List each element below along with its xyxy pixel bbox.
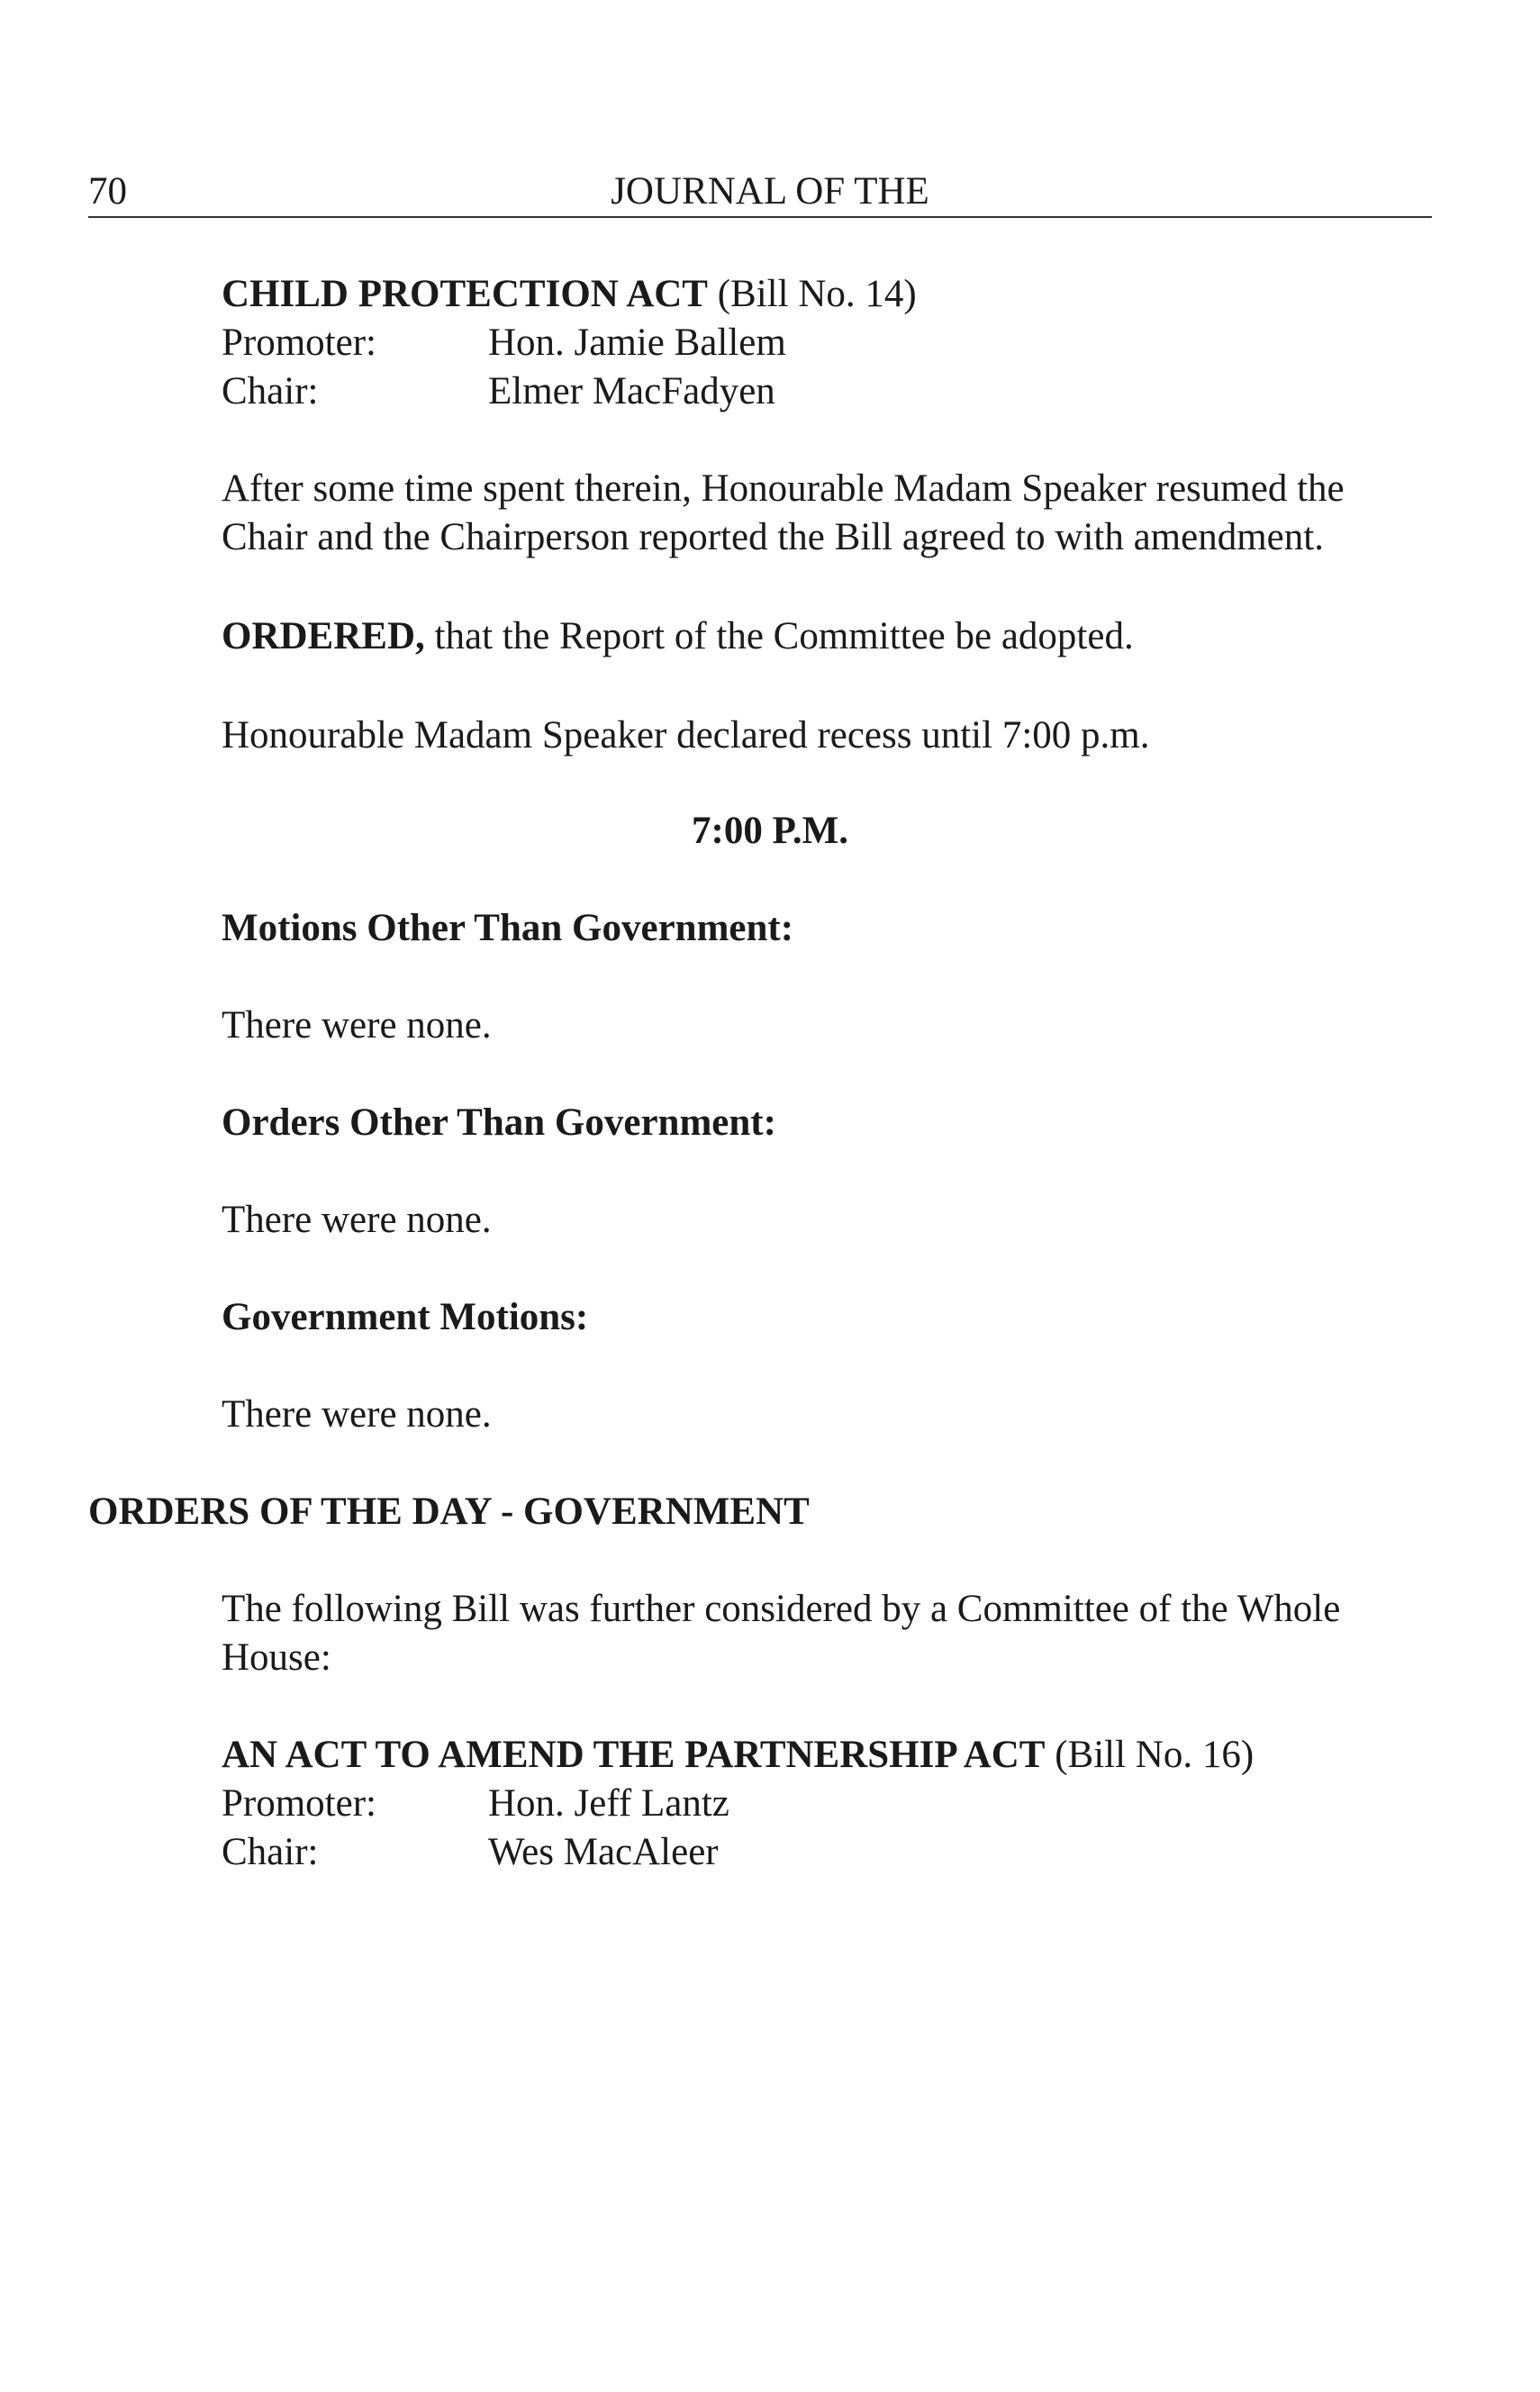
- bill2-chair-value: Wes MacAleer: [488, 1831, 719, 1873]
- ordered-paragraph: [222, 612, 1134, 661]
- motions-other-heading: Motions Other Than Government:: [222, 907, 794, 949]
- following-line1: The following Bill was further considered by a Committee of the Whole: [222, 1588, 1341, 1630]
- bill2-promoter-row: [222, 1780, 729, 1828]
- bill1-chair-value: Elmer MacFadyen: [488, 370, 775, 412]
- orders-other-text: There were none.: [222, 1199, 492, 1241]
- orders-of-day-heading: ORDERS OF THE DAY - GOVERNMENT: [88, 1490, 810, 1533]
- bill2-title-line: [222, 1731, 1254, 1780]
- bill1-title-line: [222, 270, 917, 319]
- header-rule: [88, 216, 1432, 218]
- bill2-chair-label: Chair:: [222, 1831, 319, 1873]
- bill2-promoter-label: Promoter:: [222, 1782, 376, 1825]
- after-time-line1: After some time spent therein, Honourable Madam Speaker resumed the: [222, 467, 1345, 510]
- ordered-text: that the Report of the Committee be adopted.: [424, 615, 1134, 657]
- bill1-chair-row: [222, 367, 775, 416]
- bill2-chair-row: [222, 1828, 719, 1877]
- recess-line: Honourable Madam Speaker declared recess until 7:00 p.m.: [222, 714, 1150, 757]
- after-time-line2: Chair and the Chairperson reported the Bill agreed to with amendment.: [222, 516, 1324, 558]
- gov-motions-text: There were none.: [222, 1393, 492, 1436]
- bill2-title: AN ACT TO AMEND THE PARTNERSHIP ACT: [222, 1734, 1046, 1776]
- gov-motions-heading: Government Motions:: [222, 1296, 589, 1338]
- bill1-promoter-value: Hon. Jamie Ballem: [488, 322, 786, 364]
- bill1-title: CHILD PROTECTION ACT: [222, 273, 708, 315]
- page-number: 70: [88, 170, 127, 213]
- bill1-chair-label: Chair:: [222, 370, 319, 412]
- following-line2: House:: [222, 1636, 331, 1679]
- ordered-keyword: ORDERED,: [222, 615, 425, 657]
- time-heading: 7:00 P.M.: [692, 810, 848, 852]
- bill1-promoter-label: Promoter:: [222, 322, 376, 364]
- bill2-number: (Bill No. 16): [1045, 1734, 1255, 1776]
- running-title: JOURNAL OF THE: [611, 170, 929, 213]
- bill1-number: (Bill No. 14): [707, 273, 917, 315]
- motions-other-text: There were none.: [222, 1004, 492, 1046]
- bill2-promoter-value: Hon. Jeff Lantz: [488, 1782, 729, 1825]
- orders-other-heading: Orders Other Than Government:: [222, 1101, 776, 1144]
- bill1-promoter-row: [222, 319, 786, 367]
